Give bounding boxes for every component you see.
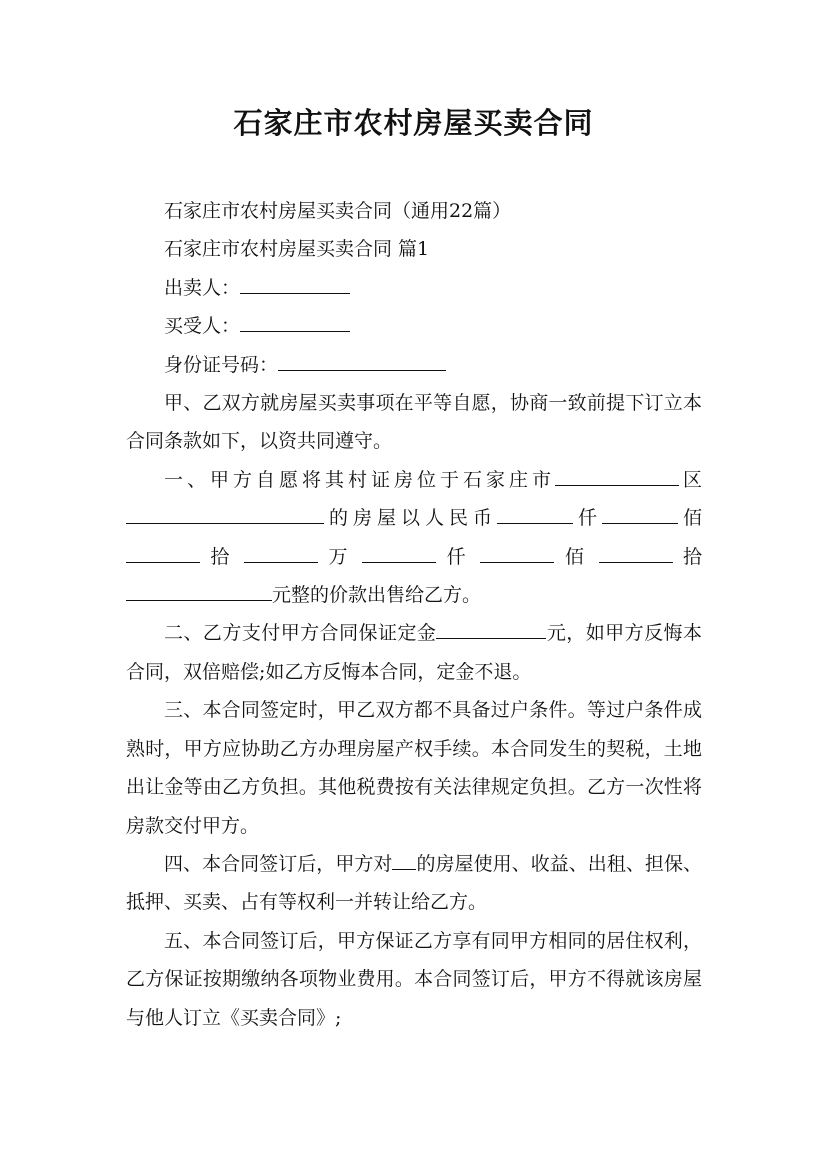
- seller-line: [126, 269, 702, 307]
- deposit-blank: [436, 621, 546, 639]
- clause-4-text-a: 四、本合同签订后，甲方对: [164, 852, 393, 875]
- clause-3-text: 三、本合同签定时，甲乙双方都不具备过户条件。等过户条件成熟时，甲方应协助乙方办理房屋产权手续。本合同发生的契税，土地出让金等由乙方负担。其他税费按有关法律规定负担。乙方一次性将房款交付甲方。: [126, 699, 702, 837]
- amount-blank-6: [480, 545, 554, 563]
- document-title: 石家庄市农村房屋买卖合同: [233, 106, 594, 140]
- buyer-label: 买受人：: [164, 315, 241, 338]
- property-blank: [392, 852, 416, 870]
- id-number-blank: [278, 353, 446, 371]
- clause-2-text-a: 二、乙方支付甲方合同保证定金: [164, 622, 437, 645]
- unit-shi-2: 拾: [682, 545, 702, 568]
- unit-wan: 万: [328, 545, 352, 568]
- amount-blank-4: [244, 545, 318, 563]
- amount-blank-7: [599, 545, 673, 563]
- amount-blank-3: [126, 545, 200, 563]
- unit-bai-2: 佰: [564, 545, 589, 568]
- seller-blank: [240, 276, 350, 294]
- clause-1-text-a: 一、甲方自愿将其村证房位于石家庄市: [164, 468, 555, 491]
- amount-blank-5: [362, 545, 436, 563]
- section-heading-paragraph: [126, 230, 702, 268]
- buyer-line: [126, 307, 702, 345]
- section-heading: 石家庄市农村房屋买卖合同 篇1: [164, 238, 430, 261]
- intro-paragraph: [126, 384, 702, 461]
- intro-text: 甲、乙双方就房屋买卖事项在平等自愿，协商一致前提下订立本合同条款如下，以资共同遵守。: [126, 392, 702, 453]
- clause-5-text: 五、本合同签订后，甲方保证乙方享有同甲方相同的居住权利，乙方保证按期缴纳各项物业费用。本合同签订后，甲方不得就该房屋与他人订立《买卖合同》;: [126, 929, 702, 1029]
- district-blank: [555, 468, 679, 486]
- clause-2-paragraph: [126, 614, 702, 691]
- unit-shi-1: 拾: [210, 545, 234, 568]
- unit-qian-1: 仟: [572, 507, 602, 530]
- clause-1-text-b: 区: [678, 468, 702, 491]
- unit-qian-2: 仟: [446, 545, 471, 568]
- id-label: 身份证号码：: [164, 353, 279, 376]
- clause-1-text-end: 元整的价款出售给乙方。: [272, 584, 482, 607]
- seller-label: 出卖人：: [164, 276, 241, 299]
- clause-4-paragraph: [126, 845, 702, 922]
- clause-2-text-b: 元，如甲方反悔本合同，双倍赔偿;如乙方反悔本合同，定金不退。: [126, 622, 702, 683]
- document-body: [126, 192, 702, 1037]
- amount-blank-2: [602, 506, 678, 524]
- unit-bai-1: 佰: [677, 507, 702, 530]
- clause-1-text-c: 的房屋以人民币: [324, 507, 497, 530]
- subtitle-text: 石家庄市农村房屋买卖合同（通用22篇）: [164, 200, 512, 222]
- buyer-blank: [240, 314, 350, 332]
- amount-blank-1: [497, 506, 573, 524]
- subtitle-paragraph: [126, 192, 702, 230]
- clause-3-paragraph: [126, 691, 702, 845]
- id-line: [126, 346, 702, 384]
- location-blank: [126, 506, 324, 524]
- clause-5-paragraph: [126, 922, 702, 1037]
- amount-blank-8: [126, 583, 272, 601]
- clause-1-paragraph: [126, 461, 702, 615]
- clause-4-text-b: 的房屋使用、收益、出租、担保、抵押、买卖、占有等权利一并转让给乙方。: [126, 852, 702, 914]
